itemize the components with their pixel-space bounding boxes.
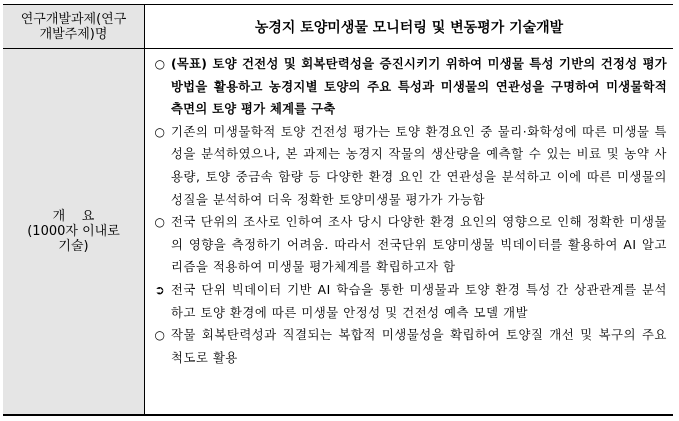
overview-item-text: 작물 회복탄력성과 직결되는 복합적 미생물성을 확립하여 토양질 개선 및 복구의 주요 척도로 활용	[171, 328, 667, 365]
circle-bullet-icon: ○	[154, 124, 166, 139]
circle-bullet-icon: ○	[154, 57, 166, 71]
overview-item-text: (목표) 토양 건전성 및 회복탄력성을 증진시키기 위하여 미생물 특성 기반의 건정성 평가 방법을 활용하고 농경지별 토양의 주요 특성과 미생물의 연관성을 구명하여 미생물학적 측면의 토양 평가 체계를 구축	[171, 57, 667, 117]
overview-item-goal	[149, 53, 667, 121]
overview-row	[3, 49, 673, 414]
project-name-row	[3, 5, 673, 49]
overview-item	[149, 211, 667, 279]
project-table	[3, 4, 673, 416]
overview-item-text: 전국 단위의 조사로 인하여 조사 당시 다양한 환경 요인의 영향으로 인해 정확한 미생물의 영향을 측정하기 어려움. 따라서 전국단위 토양미생물 빅데이터를 활용하여 AI 알고리즘을 적용하여 미생물 평가체계를 확립하고자 함	[171, 215, 667, 275]
overview-content	[149, 53, 667, 369]
circle-bullet-icon: ○	[154, 215, 166, 230]
overview-item	[149, 324, 667, 369]
overview-label-line2: (1000자 이내로	[27, 224, 120, 239]
arrow-bullet-icon: ➲	[154, 282, 166, 297]
overview-item-text: 기존의 미생물학적 토양 건전성 평가는 토양 환경요인 중 물리·화학성에 따른 미생물 특성을 분석하였으나, 본 과제는 농경지 작물의 생산량을 예측할 수 있는 비료 및 농약 사용량, 토양 중금속 함량 등 다양한 환경 요인 간 연관성을 분석하고 이에 따른 미생물의 성질을 분석하여 더욱 정확한 토양미생물 평가가 가능함	[171, 124, 667, 207]
overview-label-line3: 기술)	[58, 239, 89, 254]
overview-item	[149, 121, 667, 211]
overview-label-line1: 개 요	[52, 209, 95, 224]
project-name-label-text: 연구개발과제(연구 개발주제)명	[20, 11, 127, 42]
overview-item	[149, 279, 667, 324]
overview-item-text: 전국 단위 빅데이터 기반 AI 학습을 통한 미생물과 토양 환경 특성 간 상관관계를 분석하고 토양 환경에 따른 미생물 안정성 및 건전성 예측 모델 개발	[171, 282, 667, 320]
circle-bullet-icon: ○	[154, 328, 166, 343]
overview-label	[3, 49, 145, 414]
project-title	[145, 5, 673, 48]
project-name-label	[3, 5, 145, 48]
project-title-text: 농경지 토양미생물 모니터링 및 변동평가 기술개발	[254, 19, 564, 36]
